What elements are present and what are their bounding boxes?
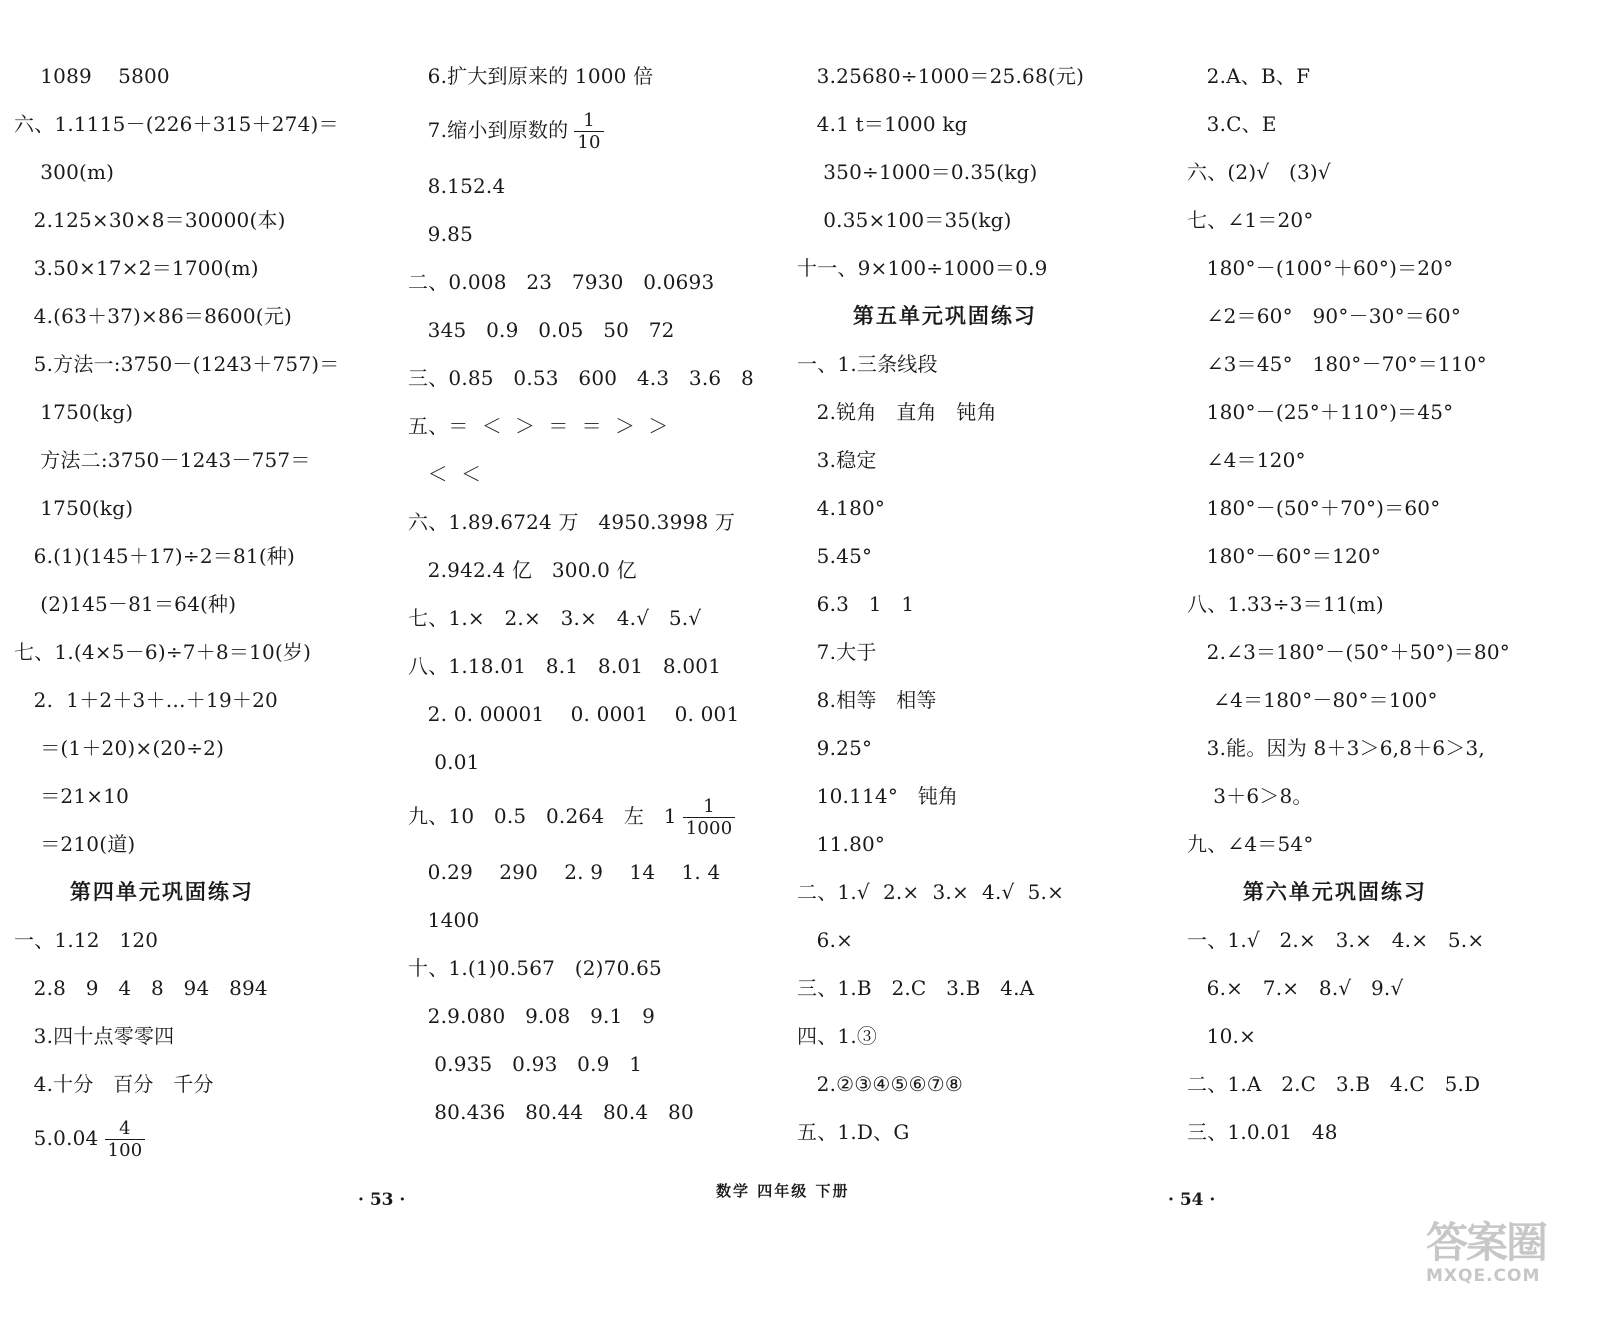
answer-line: 二、1.√ 2.× 3.× 4.√ 5.×: [797, 880, 1065, 904]
answer-line: 10.×: [1187, 1024, 1257, 1048]
answer-line: 方法二:3750－1243－757＝: [14, 448, 311, 472]
answer-line: 二、0.008 23 7930 0.0693: [408, 270, 715, 294]
answer-line: 2. 0. 00001 0. 0001 0. 001: [408, 702, 740, 726]
answer-line: 180°－(50°＋70°)＝60°: [1187, 496, 1441, 520]
fraction: [105, 1118, 146, 1161]
answer-line: 2.125×30×8＝30000(本): [14, 208, 286, 232]
watermark-text: 答案圈: [1426, 1218, 1547, 1267]
answer-line: ＝(1＋20)×(20÷2): [14, 736, 225, 760]
answer-line: 6.扩大到原来的 1000 倍: [408, 64, 654, 88]
answer-line: 九、10 0.5 0.264 左 1 $\frac{1}{1000}$: [408, 796, 798, 858]
answer-line: 0.35×100＝35(kg): [797, 208, 1012, 232]
answer-line: 2.②③④⑤⑥⑦⑧: [797, 1072, 964, 1096]
section-heading: 第五单元巩固练习: [797, 304, 1037, 328]
page-number-right: · 54 ·: [1168, 1190, 1216, 1210]
answer-line: 6.×: [797, 928, 854, 952]
answer-line: 6.3 1 1: [797, 592, 915, 616]
answer-line: 三、1.0.01 48: [1187, 1120, 1338, 1144]
answer-line: 80.436 80.44 80.4 80: [408, 1100, 694, 1124]
answer-line: 七、∠1＝20°: [1187, 208, 1314, 232]
answer-line: 十一、9×100÷1000＝0.9: [797, 256, 1048, 280]
answer-line: 四、1.③: [797, 1024, 878, 1048]
answer-line: 7.缩小到原数的 $\frac{1}{10}$: [408, 110, 798, 172]
fraction-denominator: 1000: [683, 817, 736, 839]
answer-line: 5.45°: [797, 544, 873, 568]
footer-subject: 数学 四年级 下册: [716, 1182, 850, 1200]
section-heading: 第六单元巩固练习: [1187, 880, 1427, 904]
answer-line: 2.A、B、F: [1187, 64, 1311, 88]
answer-line: 9.85: [408, 222, 474, 246]
answer-line: 3.四十点零零四: [14, 1024, 175, 1048]
answer-line: 1400: [408, 908, 480, 932]
answer-line: 八、1.33÷3＝11(m): [1187, 592, 1384, 616]
answer-line: 3.C、E: [1187, 112, 1277, 136]
answer-line: 345 0.9 0.05 50 72: [408, 318, 675, 342]
answer-line: 300(m): [14, 160, 115, 184]
answer-line: ＝210(道): [14, 832, 136, 856]
answer-line: 3.25680÷1000＝25.68(元): [797, 64, 1085, 88]
answer-line: 六、(2)√ (3)√: [1187, 160, 1331, 184]
answer-line: 六、1.1115－(226＋315＋274)＝: [14, 112, 339, 136]
answer-line: ＝21×10: [14, 784, 130, 808]
watermark-url: MXQE.COM: [1426, 1266, 1541, 1286]
fraction-numerator: 1: [703, 796, 715, 817]
answer-line: 2.942.4 亿 300.0 亿: [408, 558, 637, 582]
answer-line: 五、＝ ＜ ＞ ＝ ＝ ＞ ＞: [408, 414, 669, 438]
section-heading: 第四单元巩固练习: [14, 880, 254, 904]
answer-line: 九、∠4＝54°: [1187, 832, 1314, 856]
answer-line: 4.(63＋37)×86＝8600(元): [14, 304, 292, 328]
answer-line: 4.1 t＝1000 kg: [797, 112, 968, 136]
answer-line: 1750(kg): [14, 400, 134, 424]
answer-line: 6.× 7.× 8.√ 9.√: [1187, 976, 1404, 1000]
answer-line: (2)145－81＝64(种): [14, 592, 237, 616]
answer-line: 350÷1000＝0.35(kg): [797, 160, 1038, 184]
answer-line: 0.935 0.93 0.9 1: [408, 1052, 643, 1076]
column-1: [14, 62, 404, 1180]
answer-line: 180°－60°＝120°: [1187, 544, 1382, 568]
fraction: [683, 796, 736, 839]
answer-line: 一、1.三条线段: [797, 352, 938, 376]
answer-line: 六、1.89.6724 万 4950.3998 万: [408, 510, 736, 534]
fraction-numerator: 1: [583, 110, 595, 131]
answer-line: 8.相等 相等: [797, 688, 937, 712]
answer-line: 9.25°: [797, 736, 873, 760]
answer-line: 七、1.× 2.× 3.× 4.√ 5.√: [408, 606, 702, 630]
answer-line: 8.152.4: [408, 174, 506, 198]
fraction: [574, 110, 603, 153]
answer-line: 5.0.04 $\frac{4}{100}$: [14, 1118, 404, 1180]
fraction-denominator: 100: [105, 1139, 146, 1161]
answer-line: ∠4＝180°－80°＝100°: [1187, 688, 1438, 712]
answer-line: 2. 1＋2＋3＋…＋19＋20: [14, 688, 278, 712]
answer-line: 5.方法一:3750－(1243＋757)＝: [14, 352, 340, 376]
answer-line: 1089 5800: [14, 64, 170, 88]
answer-line: 180°－(25°＋110°)＝45°: [1187, 400, 1454, 424]
column-2: [408, 62, 798, 1146]
answer-line: 11.80°: [797, 832, 886, 856]
answer-line: 十、1.(1)0.567 (2)70.65: [408, 956, 662, 980]
answer-line: 3.稳定: [797, 448, 877, 472]
answer-line: 三、0.85 0.53 600 4.3 3.6 8: [408, 366, 754, 390]
answer-line: 3.能。因为 8＋3＞6,8＋6＞3,: [1187, 736, 1485, 760]
answer-line: ＜ ＜: [408, 462, 482, 486]
watermark-logo: [1426, 1220, 1566, 1296]
column-3: [797, 62, 1187, 1166]
fraction-numerator: 4: [119, 1118, 131, 1139]
fraction-denominator: 10: [574, 131, 603, 153]
answer-line: 2.8 9 4 8 94 894: [14, 976, 268, 1000]
answer-line: 180°－(100°＋60°)＝20°: [1187, 256, 1454, 280]
answer-line: 一、1.12 120: [14, 928, 159, 952]
answer-line: 4.十分 百分 千分: [14, 1072, 214, 1096]
answer-line: 10.114° 钝角: [797, 784, 959, 808]
answer-line: 2.9.080 9.08 9.1 9: [408, 1004, 656, 1028]
answer-line: 五、1.D、G: [797, 1120, 910, 1144]
answer-line: ∠2＝60° 90°－30°＝60°: [1187, 304, 1462, 328]
answer-line: 七、1.(4×5－6)÷7＋8＝10(岁): [14, 640, 312, 664]
answer-line: 1750(kg): [14, 496, 134, 520]
answer-line: 0.29 290 2. 9 14 1. 4: [408, 860, 721, 884]
answer-line: 4.180°: [797, 496, 886, 520]
answer-line: 0.01: [408, 750, 480, 774]
answer-line: 7.大于: [797, 640, 877, 664]
answer-line: ∠4＝120°: [1187, 448, 1306, 472]
answer-line: 八、1.18.01 8.1 8.01 8.001: [408, 654, 722, 678]
answer-line: 6.(1)(145＋17)÷2＝81(种): [14, 544, 296, 568]
answer-line: 2.∠3＝180°－(50°＋50°)＝80°: [1187, 640, 1510, 664]
answer-line: 二、1.A 2.C 3.B 4.C 5.D: [1187, 1072, 1481, 1096]
column-4: [1187, 62, 1577, 1166]
answer-line: 3＋6＞8。: [1187, 784, 1313, 808]
answer-line: 三、1.B 2.C 3.B 4.A: [797, 976, 1035, 1000]
answer-line: 一、1.√ 2.× 3.× 4.× 5.×: [1187, 928, 1485, 952]
page-number-left: · 53 ·: [358, 1190, 406, 1210]
answer-line: 2.锐角 直角 钝角: [797, 400, 997, 424]
answer-line: 3.50×17×2＝1700(m): [14, 256, 259, 280]
answer-line: ∠3＝45° 180°－70°＝110°: [1187, 352, 1487, 376]
